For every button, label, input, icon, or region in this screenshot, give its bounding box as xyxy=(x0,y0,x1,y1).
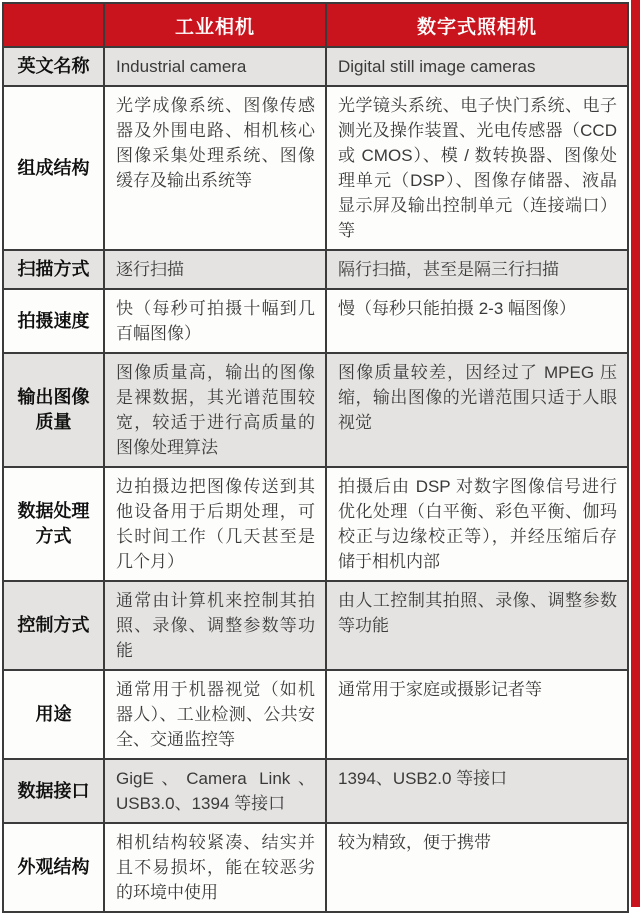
table-body xyxy=(3,47,628,912)
table-header-row xyxy=(3,3,628,47)
row-label: 数据处理方式 xyxy=(3,467,104,581)
row-label: 控制方式 xyxy=(3,581,104,670)
digital-cell: 1394、USB2.0 等接口 xyxy=(326,759,628,823)
row-label: 数据接口 xyxy=(3,759,104,823)
industrial-cell: 相机结构较紧凑、结实并且不易损坏，能在较恶劣的环境中使用 xyxy=(104,823,326,912)
digital-cell: 隔行扫描，甚至是隔三行扫描 xyxy=(326,250,628,289)
industrial-cell: 边拍摄边把图像传送到其他设备用于后期处理，可长时间工作（几天甚至是几个月） xyxy=(104,467,326,581)
table-row xyxy=(3,353,628,467)
industrial-cell: 逐行扫描 xyxy=(104,250,326,289)
row-label: 输出图像质量 xyxy=(3,353,104,467)
right-red-stripe xyxy=(631,0,640,907)
row-label: 拍摄速度 xyxy=(3,289,104,353)
table-row xyxy=(3,289,628,353)
industrial-cell: Industrial camera xyxy=(104,47,326,86)
industrial-cell: 通常由计算机来控制其拍照、录像、调整参数等功能 xyxy=(104,581,326,670)
industrial-cell: GigE、Camera Link、USB3.0、1394 等接口 xyxy=(104,759,326,823)
table-row xyxy=(3,670,628,759)
industrial-cell: 光学成像系统、图像传感器及外围电路、相机核心图像采集处理系统、图像缓存及输出系统等 xyxy=(104,86,326,250)
industrial-cell: 快（每秒可拍摄十幅到几百幅图像） xyxy=(104,289,326,353)
comparison-table xyxy=(2,2,629,913)
table-row xyxy=(3,581,628,670)
digital-cell: 拍摄后由 DSP 对数字图像信号进行优化处理（白平衡、彩色平衡、伽玛校正与边缘校正等），并经压缩后存储于相机内部 xyxy=(326,467,628,581)
digital-cell: 光学镜头系统、电子快门系统、电子测光及操作装置、光电传感器（CCD 或 CMOS）、模 / 数转换器、图像处理单元（DSP）、图像存储器、液晶显示屏及输出控制单元（连接端口）等 xyxy=(326,86,628,250)
digital-cell: 较为精致，便于携带 xyxy=(326,823,628,912)
row-label: 英文名称 xyxy=(3,47,104,86)
digital-cell: 图像质量较差，因经过了 MPEG 压缩，输出图像的光谱范围只适于人眼视觉 xyxy=(326,353,628,467)
table-row xyxy=(3,47,628,86)
table-row xyxy=(3,467,628,581)
row-label: 用途 xyxy=(3,670,104,759)
header-corner-cell xyxy=(3,3,104,47)
industrial-cell: 通常用于机器视觉（如机器人）、工业检测、公共安全、交通监控等 xyxy=(104,670,326,759)
table-row xyxy=(3,759,628,823)
table-row xyxy=(3,250,628,289)
row-label: 组成结构 xyxy=(3,86,104,250)
digital-cell: 慢（每秒只能拍摄 2-3 幅图像） xyxy=(326,289,628,353)
industrial-cell: 图像质量高，输出的图像是裸数据，其光谱范围较宽，较适于进行高质量的图像处理算法 xyxy=(104,353,326,467)
table-row xyxy=(3,86,628,250)
table-row xyxy=(3,823,628,912)
row-label: 外观结构 xyxy=(3,823,104,912)
digital-cell: 通常用于家庭或摄影记者等 xyxy=(326,670,628,759)
row-label: 扫描方式 xyxy=(3,250,104,289)
digital-cell: 由人工控制其拍照、录像、调整参数等功能 xyxy=(326,581,628,670)
header-digital-camera: 数字式照相机 xyxy=(326,3,628,47)
header-industrial-camera: 工业相机 xyxy=(104,3,326,47)
digital-cell: Digital still image cameras xyxy=(326,47,628,86)
